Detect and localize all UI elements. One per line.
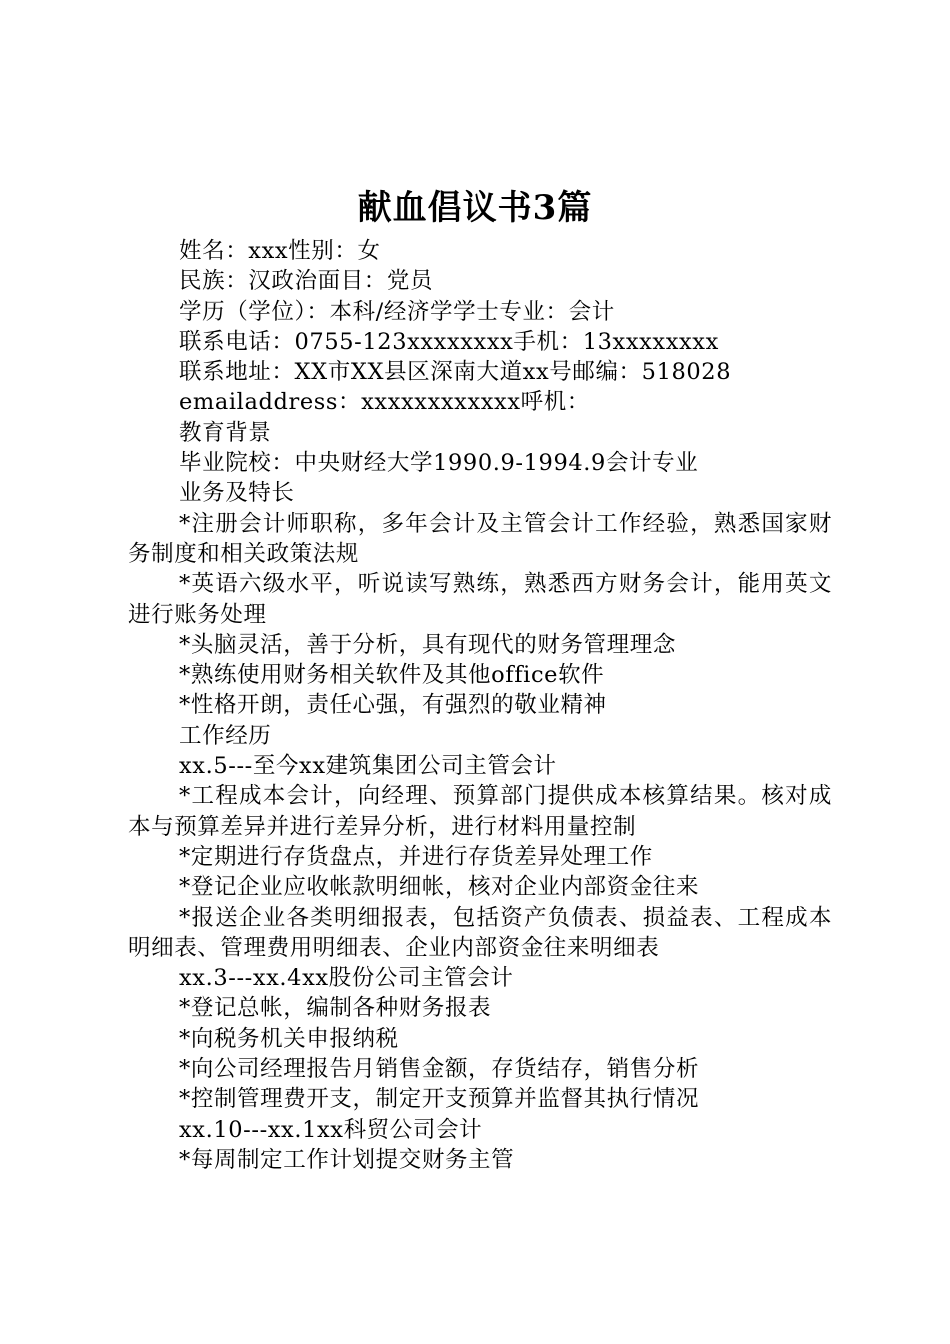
bullet-item: *熟练使用财务相关软件及其他office软件 <box>179 662 605 689</box>
bullet-item: *工程成本会计，向经理、预算部门提供成本核算结果。核对成本与预算差异并进行差异分析，进行材料用量控制 <box>128 783 832 840</box>
bullet-item: *登记总帐，编制各种财务报表 <box>179 995 492 1022</box>
paragraph: 学历（学位）：本科/经济学学士专业：会计 <box>179 298 615 325</box>
job-entry: xx.5---至今xx建筑集团公司主管会计 <box>179 753 557 780</box>
job-entry: xx.10---xx.1xx科贸公司会计 <box>179 1116 483 1143</box>
bullet-item: *向公司经理报告月销售金额，存货结存，销售分析 <box>179 1056 700 1083</box>
bullet-item: *报送企业各类明细报表，包括资产负债表、损益表、工程成本明细表、管理费用明细表、企业内部资金往来明细表 <box>128 904 832 961</box>
section-heading: 工作经历 <box>179 722 272 749</box>
bullet-item: *控制管理费开支，制定开支预算并监督其执行情况 <box>179 1086 700 1113</box>
document-title: 献血倡议书3篇 <box>357 188 593 228</box>
bullet-item: *登记企业应收帐款明细帐，核对企业内部资金往来 <box>179 874 700 901</box>
bullet-item: *每周制定工作计划提交财务主管 <box>179 1146 515 1173</box>
paragraph: emailaddress：xxxxxxxxxxxx呼机： <box>179 389 590 416</box>
paragraph: 毕业院校：中央财经大学1990.9-1994.9会计专业 <box>179 450 699 477</box>
bullet-item: *英语六级水平，听说读写熟练，熟悉西方财务会计，能用英文进行账务处理 <box>128 571 832 628</box>
document-body <box>128 236 832 1175</box>
bullet-item: *定期进行存货盘点，并进行存货差异处理工作 <box>179 843 653 870</box>
paragraph: 姓名：xxx性别：女 <box>179 238 381 264</box>
bullet-item: *向税务机关申报纳税 <box>179 1025 399 1052</box>
paragraph: 民族：汉政治面目：党员 <box>179 268 434 295</box>
job-entry: xx.3---xx.4xx股份公司主管会计 <box>179 965 514 992</box>
paragraph: 联系电话：0755-123xxxxxxxx手机：13xxxxxxxx <box>179 328 719 355</box>
section-heading: 业务及特长 <box>179 480 295 507</box>
bullet-item: *头脑灵活，善于分析，具有现代的财务管理理念 <box>179 631 676 658</box>
bullet-item: *性格开朗，责任心强，有强烈的敬业精神 <box>179 692 607 719</box>
section-heading: 教育背景 <box>179 419 272 446</box>
paragraph: 联系地址：XX市XX县区深南大道xx号邮编：518028 <box>179 359 732 386</box>
bullet-item: *注册会计师职称，多年会计及主管会计工作经验，熟悉国家财务制度和相关政策法规 <box>128 510 832 567</box>
